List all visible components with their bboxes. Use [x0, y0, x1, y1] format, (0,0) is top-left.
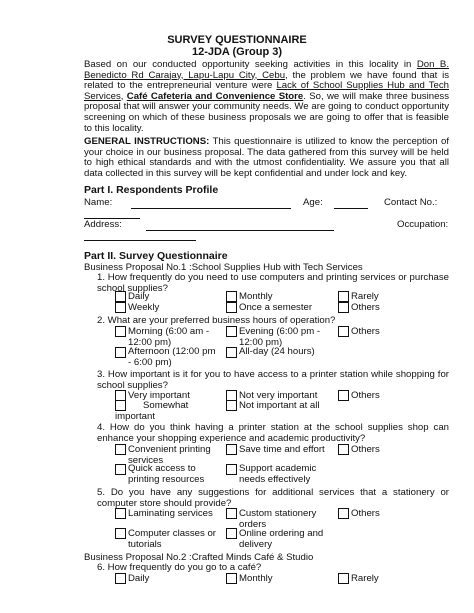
q6-rarely-checkbox[interactable] — [338, 573, 349, 584]
q3-very-label: Very important — [128, 390, 190, 401]
q2-evening-label: Evening (6:00 pm - 12:00 pm) — [239, 326, 321, 348]
address-label: Address: — [84, 219, 122, 230]
q1-weekly-label: Weekly — [128, 302, 160, 313]
q5-laminating-label: Laminating services — [128, 508, 213, 519]
proposal2-title: Business Proposal No.2 :Crafted Minds Café & Studio — [84, 552, 314, 563]
question-3: 3. How important is it for you to have access to a printer station while shopping for school supplies? — [97, 369, 449, 391]
q1-rarely-label: Rarely — [351, 291, 379, 302]
q2-others-label: Others — [351, 326, 380, 337]
q5-online-checkbox[interactable] — [226, 528, 237, 539]
q6-monthly-checkbox[interactable] — [226, 573, 237, 584]
intro-text: Based on our conducted opportunity seeking activities in this locality in — [84, 59, 417, 70]
q4-support-label: Support academic needs effectively — [239, 463, 317, 485]
age-field[interactable] — [334, 200, 368, 209]
intro-text: , the problem we have found that is related to the entrepreneurial venture were — [84, 69, 450, 92]
q1-daily-label: Daily — [128, 291, 150, 302]
question-2: 2. What are your preferred business hours of operation? — [97, 315, 336, 326]
intro-text: . So, we will make three business proposal that will answer your community needs. We are going to conduct opportunity screening on which of these business proposals we are going to offer that is feasible to this locality. — [84, 90, 449, 134]
q5-others-checkbox[interactable] — [338, 508, 349, 519]
instructions-paragraph — [84, 137, 449, 179]
question-4: 4. How do you think having a printer station at the school supplies shop can enhance your shopping experience and academic productivity? — [97, 422, 449, 444]
q1-monthly-checkbox[interactable] — [226, 291, 237, 302]
page-title: SURVEY QUESTIONNAIRE — [167, 34, 307, 46]
q3-somewhat-text: Somewhat important — [115, 400, 189, 422]
occupation-field[interactable] — [84, 232, 196, 241]
q1-others-checkbox[interactable] — [338, 302, 349, 313]
q4-quick-checkbox[interactable] — [115, 464, 126, 475]
q5-others-label: Others — [351, 508, 380, 519]
q2-morning-label: Morning (6:00 am - 12:00 pm) — [128, 326, 210, 348]
q5-custom-checkbox[interactable] — [226, 508, 237, 519]
page-subtitle: 12-JDA (Group 3) — [191, 46, 283, 58]
q3-somewhat-label — [115, 401, 221, 422]
question-1: 1. How frequently do you need to use computers and printing services or purchase school supplies? — [97, 272, 449, 294]
q6-monthly-label: Monthly — [239, 573, 273, 584]
q3-notimportant-checkbox[interactable] — [226, 400, 237, 411]
q3-others-checkbox[interactable] — [338, 390, 349, 401]
part1-heading: Part I. Respondents Profile — [84, 184, 219, 196]
q2-allday-checkbox[interactable] — [226, 347, 237, 358]
proposal1-title: Business Proposal No.1 :School Supplies Hub with Tech Services — [84, 262, 363, 273]
cafe-text: Café Cafeteria and Convenience Store — [126, 90, 304, 102]
q6-rarely-label: Rarely — [351, 573, 379, 584]
contact-label: Contact No.: — [384, 197, 438, 208]
question-6: 6. How frequently do you go to a café? — [97, 562, 262, 573]
q4-savetime-label: Save time and effort — [239, 444, 325, 455]
age-label: Age: — [303, 197, 323, 208]
q3-notimportant-label: Not important at all — [239, 400, 320, 411]
q4-quick-label: Quick access to printing resources — [128, 463, 205, 485]
q5-classes-checkbox[interactable] — [115, 528, 126, 539]
q4-convenient-label: Convenient printing services — [128, 444, 211, 466]
name-label: Name: — [84, 197, 113, 208]
q2-others-checkbox[interactable] — [338, 326, 349, 337]
q1-rarely-checkbox[interactable] — [338, 291, 349, 302]
q2-evening-checkbox[interactable] — [226, 326, 237, 337]
part2-heading: Part II. Survey Questionnaire — [84, 250, 228, 262]
instructions-label: GENERAL INSTRUCTIONS: — [84, 136, 210, 147]
q1-daily-checkbox[interactable] — [115, 291, 126, 302]
q1-others-label: Others — [351, 302, 380, 313]
q6-daily-label: Daily — [128, 573, 150, 584]
intro-text: , — [120, 90, 127, 102]
address-field[interactable] — [146, 222, 334, 231]
q2-afternoon-label: Afternoon (12:00 pm - 6:00 pm) — [128, 346, 216, 368]
q4-others-label: Others — [351, 444, 380, 455]
q1-semester-checkbox[interactable] — [226, 302, 237, 313]
occupation-label: Occupation: — [397, 219, 449, 230]
q5-custom-label: Custom stationery orders — [239, 508, 317, 530]
q5-online-label: Online ordering and delivery — [239, 528, 324, 550]
q1-weekly-checkbox[interactable] — [115, 302, 126, 313]
q5-laminating-checkbox[interactable] — [115, 508, 126, 519]
contact-field[interactable] — [84, 210, 140, 219]
question-5: 5. Do you have any suggestions for additional services that a stationery or computer store should provide? — [97, 487, 449, 509]
q4-support-checkbox[interactable] — [226, 464, 237, 475]
name-field[interactable] — [131, 200, 291, 209]
q1-monthly-label: Monthly — [239, 291, 273, 302]
q3-notvery-label: Not very important — [239, 390, 318, 401]
q5-classes-label: Computer classes or tutorials — [128, 528, 216, 550]
location-text: Don B. Benedicto Rd Carajay, Lapu-Lapu City, Cebu — [84, 59, 449, 81]
venture-text: Lack of School Supplies Hub and Tech Services — [84, 80, 449, 102]
q3-others-label: Others — [351, 390, 380, 401]
q2-afternoon-checkbox[interactable] — [115, 347, 126, 358]
q4-others-checkbox[interactable] — [338, 444, 349, 455]
q2-morning-checkbox[interactable] — [115, 326, 126, 337]
q4-savetime-checkbox[interactable] — [226, 444, 237, 455]
q2-allday-label: All-day (24 hours) — [239, 346, 315, 357]
q1-semester-label: Once a semester — [239, 302, 313, 313]
intro-paragraph — [84, 60, 449, 134]
instructions-text: This questionnaire is utilized to know the perception of your choice in our business proposal. The data gathered from this survey will be held to high ethical standards and with the utmost confidentiality. We assure you that all data collected in this survey will be kept confidential and under lock and key. — [84, 136, 450, 179]
q4-convenient-checkbox[interactable] — [115, 444, 126, 455]
q6-daily-checkbox[interactable] — [115, 573, 126, 584]
